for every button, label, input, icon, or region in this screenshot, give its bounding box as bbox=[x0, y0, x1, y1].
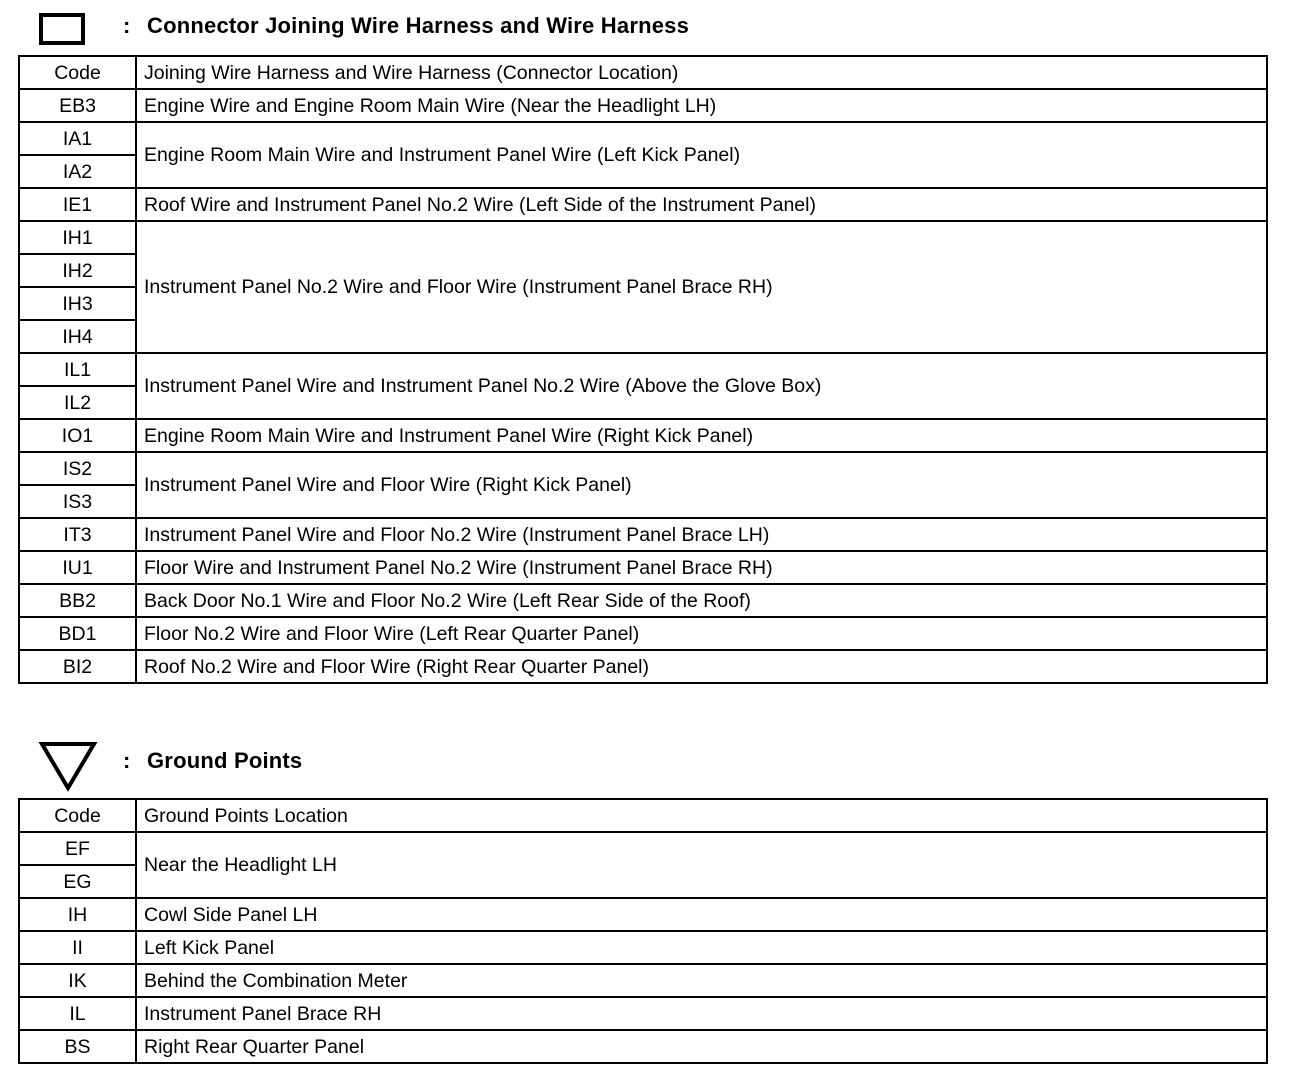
table-row bbox=[19, 650, 1267, 683]
ground-location-cell: Behind the Combination Meter bbox=[136, 964, 1267, 997]
code-column-header: Code bbox=[19, 56, 136, 89]
connector-code-cell: IE1 bbox=[19, 188, 136, 221]
ground-location-cell: Right Rear Quarter Panel bbox=[136, 1030, 1267, 1063]
connector-code-cell: BI2 bbox=[19, 650, 136, 683]
table-row bbox=[19, 617, 1267, 650]
connector-code-cell: IH4 bbox=[19, 320, 136, 353]
table-row bbox=[19, 551, 1267, 584]
connector-location-cell: Engine Room Main Wire and Instrument Panel Wire (Right Kick Panel) bbox=[136, 419, 1267, 452]
section-colon: : bbox=[123, 748, 131, 773]
section-title: Ground Points bbox=[147, 748, 303, 773]
ground-location-cell: Left Kick Panel bbox=[136, 931, 1267, 964]
connector-code-cell: IT3 bbox=[19, 518, 136, 551]
connector-location-cell: Instrument Panel Wire and Floor No.2 Wire (Instrument Panel Brace LH) bbox=[136, 518, 1267, 551]
connector-code-cell: BB2 bbox=[19, 584, 136, 617]
connector-code-cell: IS2 bbox=[19, 452, 136, 485]
connector-location-cell: Engine Room Main Wire and Instrument Panel Wire (Left Kick Panel) bbox=[136, 122, 1267, 188]
connector-section-header bbox=[0, 2, 1312, 50]
table-row bbox=[19, 518, 1267, 551]
table-row bbox=[19, 832, 1267, 865]
ground-location-cell: Cowl Side Panel LH bbox=[136, 898, 1267, 931]
table-row bbox=[19, 997, 1267, 1030]
connector-code-cell: BD1 bbox=[19, 617, 136, 650]
code-column-header: Code bbox=[19, 799, 136, 832]
ground-location-cell: Near the Headlight LH bbox=[136, 832, 1267, 898]
connector-code-cell: EB3 bbox=[19, 89, 136, 122]
connector-location-cell: Roof Wire and Instrument Panel No.2 Wire (Left Side of the Instrument Panel) bbox=[136, 188, 1267, 221]
connector-code-cell: IA1 bbox=[19, 122, 136, 155]
table-header-row bbox=[19, 799, 1267, 832]
connector-location-cell: Instrument Panel No.2 Wire and Floor Wire (Instrument Panel Brace RH) bbox=[136, 221, 1267, 353]
connector-location-cell: Instrument Panel Wire and Floor Wire (Right Kick Panel) bbox=[136, 452, 1267, 518]
table-row bbox=[19, 452, 1267, 485]
table-row bbox=[19, 898, 1267, 931]
ground-location-cell: Instrument Panel Brace RH bbox=[136, 997, 1267, 1030]
section-title: Connector Joining Wire Harness and Wire Harness bbox=[147, 13, 690, 38]
table-row bbox=[19, 419, 1267, 452]
connector-code-cell: IU1 bbox=[19, 551, 136, 584]
ground-code-cell: EF bbox=[19, 832, 136, 865]
table-row bbox=[19, 89, 1267, 122]
table-row bbox=[19, 221, 1267, 254]
connector-code-cell: IA2 bbox=[19, 155, 136, 188]
connector-code-cell: IS3 bbox=[19, 485, 136, 518]
connector-code-cell: IH3 bbox=[19, 287, 136, 320]
ground-code-cell: IK bbox=[19, 964, 136, 997]
table-row bbox=[19, 122, 1267, 155]
connector-location-cell: Engine Wire and Engine Room Main Wire (Near the Headlight LH) bbox=[136, 89, 1267, 122]
ground-code-cell: BS bbox=[19, 1030, 136, 1063]
ground-table bbox=[18, 798, 1268, 1064]
section-colon: : bbox=[123, 13, 131, 38]
ground-section-header bbox=[0, 737, 1312, 785]
connector-location-cell: Back Door No.1 Wire and Floor No.2 Wire (Left Rear Side of the Roof) bbox=[136, 584, 1267, 617]
table-row bbox=[19, 584, 1267, 617]
connector-location-cell: Roof No.2 Wire and Floor Wire (Right Rear Quarter Panel) bbox=[136, 650, 1267, 683]
location-column-header: Joining Wire Harness and Wire Harness (Connector Location) bbox=[136, 56, 1267, 89]
table-row bbox=[19, 1030, 1267, 1063]
connector-code-cell: IH1 bbox=[19, 221, 136, 254]
connector-code-cell: IL2 bbox=[19, 386, 136, 419]
ground-code-cell: IL bbox=[19, 997, 136, 1030]
connector-code-cell: IO1 bbox=[19, 419, 136, 452]
connector-code-cell: IL1 bbox=[19, 353, 136, 386]
table-row bbox=[19, 964, 1267, 997]
table-row bbox=[19, 931, 1267, 964]
ground-code-cell: IH bbox=[19, 898, 136, 931]
connector-table bbox=[18, 55, 1268, 684]
connector-box-icon bbox=[38, 12, 88, 50]
table-row bbox=[19, 188, 1267, 221]
connector-location-cell: Instrument Panel Wire and Instrument Panel No.2 Wire (Above the Glove Box) bbox=[136, 353, 1267, 419]
ground-triangle-icon bbox=[38, 740, 100, 792]
table-row bbox=[19, 353, 1267, 386]
location-column-header: Ground Points Location bbox=[136, 799, 1267, 832]
connector-code-cell: IH2 bbox=[19, 254, 136, 287]
connector-location-cell: Floor Wire and Instrument Panel No.2 Wire (Instrument Panel Brace RH) bbox=[136, 551, 1267, 584]
ground-code-cell: II bbox=[19, 931, 136, 964]
table-header-row bbox=[19, 56, 1267, 89]
connector-location-cell: Floor No.2 Wire and Floor Wire (Left Rear Quarter Panel) bbox=[136, 617, 1267, 650]
ground-code-cell: EG bbox=[19, 865, 136, 898]
